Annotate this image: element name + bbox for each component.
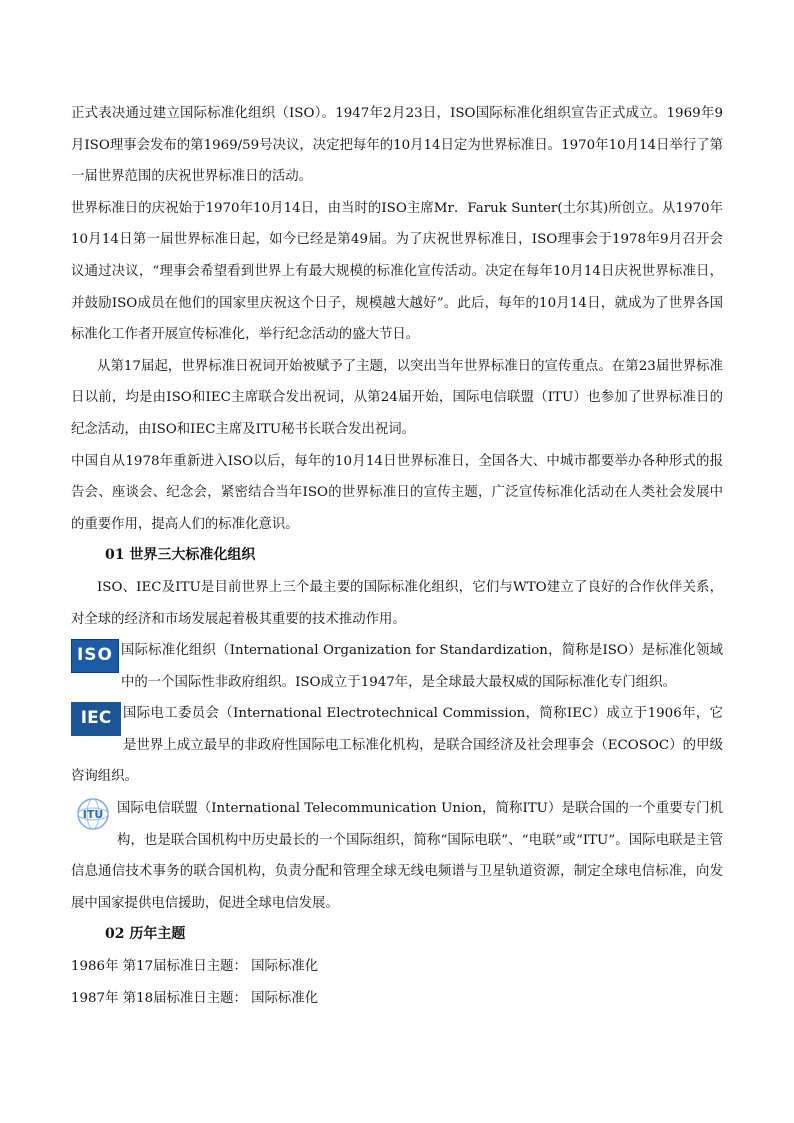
iec-logo-icon <box>71 702 121 736</box>
paragraph-china: 中国自从1978年重新进入ISO以后，每年的10月14日世界标准日，全国各大、中城市都要举办各种形式的报告会、座谈会、纪念会，紧密结合当年ISO的世界标准日的宣传主题，广泛宣传标准化活动在人类社会发展中的重要作用，提高人们的标准化意识。 <box>71 453 723 532</box>
iec-logo-text: IEC <box>80 708 112 729</box>
iec-entry <box>71 698 723 793</box>
document-body <box>71 98 723 1014</box>
paragraph-world-standards-day: 世界标准日的庆祝始于1970年10月14日，由当时的ISO主席Mr．Faruk Sunter(土尔其)所创立。从1970年10月14日第一届世界标准日起，如今已经是第49届。为了庆祝世界标准日，ISO理事会于1978年9月召开会议通过决议，“理事会希望看到世界上有最大规模的标准化宣传活动。决定在每年10月14日庆祝世界标准日，并鼓励ISO成员在他们的国家里庆祝这个日子，规模越大越好”。此后，每年的10月14日，就成为了世界各国标准化工作者开展宣传标准化，举行纪念活动的盛大节日。 <box>71 200 723 343</box>
itu-logo-icon <box>71 797 115 831</box>
theme-item-1987: 1987年 第18届标准日主题： 国际标准化 <box>71 990 319 1006</box>
section-heading-organizations: 01 世界三大标准化组织 <box>105 547 256 564</box>
theme-item-1986: 1986年 第17届标准日主题： 国际标准化 <box>71 959 319 975</box>
iso-logo-text: ISO <box>76 645 114 666</box>
itu-description: 国际电信联盟（International Telecommunication Union，简称ITU）是联合国的一个重要专门机构，也是联合国机构中历史最长的一个国际组织，简称“国际电联”、“电联”或“ITU”。国际电联是主管信息通信技术事务的联合国机构，负责分配和管理全球无线电频谱与卫星轨道资源，制定全球电信标准，向发展中国家提供电信援助，促进全球电信发展。 <box>71 801 723 911</box>
itu-entry <box>71 793 723 919</box>
section-heading-themes: 02 历年主题 <box>105 926 186 943</box>
iso-entry <box>71 635 723 698</box>
paragraph-themes-begin: 从第17届起，世界标准日祝词开始被赋予了主题，以突出当年世界标准日的宣传重点。在第23届世界标准日以前，均是由ISO和IEC主席联合发出祝词，从第24届开始，国际电信联盟（ITU）也参加了世界标准日的纪念活动，由ISO和IEC主席及ITU秘书长联合发出祝词。 <box>71 358 723 437</box>
paragraph-iso-founding: 正式表决通过建立国际标准化组织（ISO）。1947年2月23日，ISO国际标准化组织宣告正式成立。1969年9月ISO理事会发布的第1969/59号决议，决定把每年的10月14日定为世界标准日。1970年10月14日举行了第一届世界范围的庆祝世界标准日的活动。 <box>71 106 723 185</box>
iso-description: 国际标准化组织（International Organization for Standardization，简称是ISO）是标准化领域中的一个国际性非政府组织。ISO成立于1947年，是全球最大最权威的国际标准化专门组织。 <box>121 643 723 690</box>
iso-logo-icon <box>71 639 119 673</box>
iec-description: 国际电工委员会（International Electrotechnical Commission，简称IEC）成立于1906年，它是世界上成立最早的非政府性国际电工标准化机构，是联合国经济及社会理事会（ECOSOC）的甲级咨询组织。 <box>71 706 723 785</box>
itu-logo-text: ITU <box>82 808 104 822</box>
paragraph-organizations-intro: ISO、IEC及ITU是目前世界上三个最主要的国际标准化组织，它们与WTO建立了良好的合作伙伴关系，对全球的经济和市场发展起着极其重要的技术推动作用。 <box>71 579 723 627</box>
